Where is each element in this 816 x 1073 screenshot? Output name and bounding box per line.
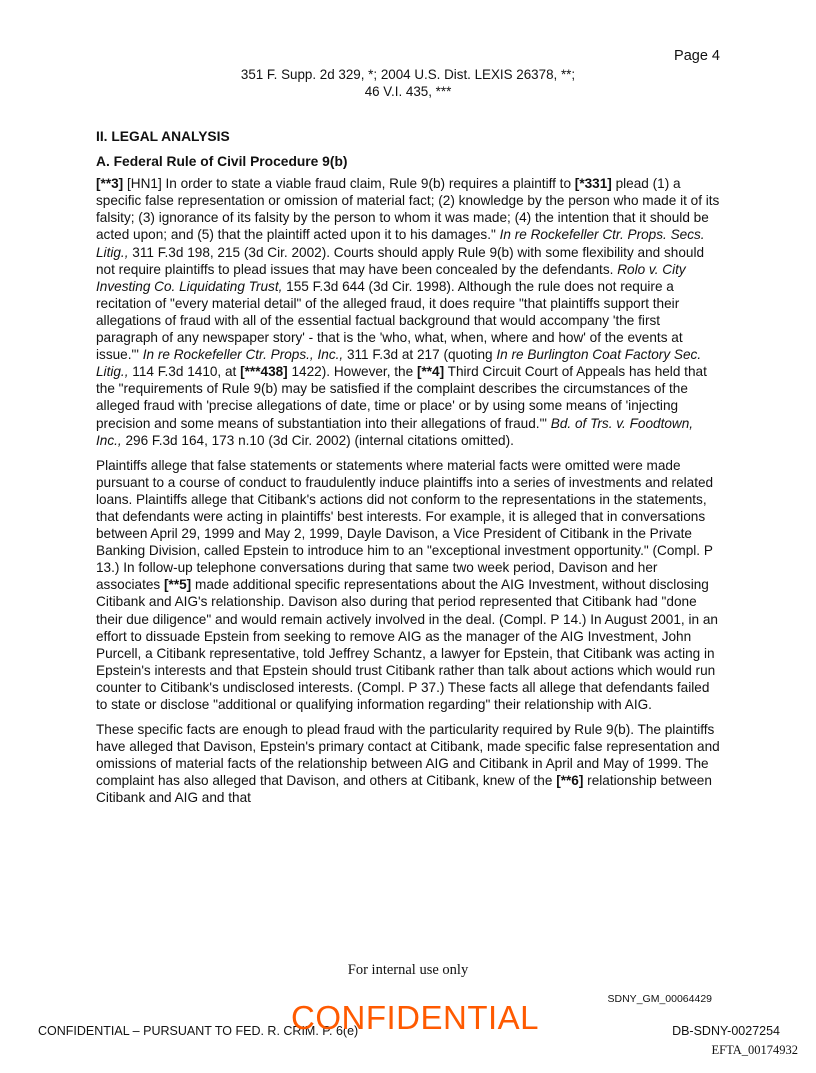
case-name: In re Burlington Coat Factory Sec. Litig., — [96, 347, 702, 380]
text-run: 155 F.3d 644 (3d Cir. 1998). Although the rule does not require a recitation of "every material detail" of the alleged fraud, it does require "that plaintiffs support their allegations of fraud with all of the essential factual background that would accompany 'the first paragraph of any newspaper story' - that is the 'who, what, when, where and how' of the events at issue."' — [96, 278, 683, 363]
star-page-marker: [**6] — [556, 773, 584, 789]
case-name: Rolo v. City Investing Co. Liquidating Trust, — [96, 261, 686, 294]
text-run: relationship between Citibank and AIG and that — [96, 773, 712, 806]
text-run: Plaintiffs allege that false statements or statements where material facts were omitted were made pursuant to a course of conduct to fraudulently induce plaintiffs into a series of investments and related loans. Plaintiffs allege that Citibank's actions did not conform to the representations in the statements, that defendants were acting in plaintiffs' best interests. For example, it is alleged that in conversations between April 29, 1999 and May 2, 1999, Dayle Davison, a Vice President of Citibank in the Private Banking Division, called Epstein to introduce him to an "exceptional investment opportunity." (Compl. P 13.) In follow-up telephone conversations during that same two week period, Davison and her associates — [96, 457, 714, 593]
text-run: These specific facts are enough to plead fraud with the particularity required by Rule 9(b). The plaintiffs have alleged that Davison, Epstein's primary contact at Citibank, made specific false representation and omissions of material facts of the relationship between AIG and Citibank in April and May of 1999. The complaint has also alleged that Davison, and others at Citibank, knew of the — [96, 722, 720, 789]
case-citation — [0, 66, 816, 100]
section-heading: II. LEGAL ANALYSIS — [96, 129, 230, 144]
star-page-marker: [*331] — [574, 176, 612, 192]
case-name: Bd. of Trs. v. Foodtown, Inc., — [96, 415, 694, 448]
paragraph-3 — [96, 721, 720, 806]
text-run: 1422). However, the — [287, 364, 417, 380]
case-name: In re Rockefeller Ctr. Props. Secs. Litig., — [96, 227, 705, 260]
text-run: 114 F.3d 1410, at — [128, 364, 241, 380]
page-number: Page 4 — [674, 48, 720, 64]
text-run: [HN1] In order to state a viable fraud claim, Rule 9(b) requires a plaintiff to — [123, 176, 575, 192]
star-page-marker: [***438] — [240, 364, 288, 380]
text-run: plead (1) a specific false representation or omission of material fact; (2) knowledge by the person who made it of its falsity; (3) ignorance of its falsity by the person to whom it was made; (4) the intention that it should be acted upon; and (5) that the plaintiff acted upon it to his damages." — [96, 176, 720, 243]
star-page-marker: [**5] — [164, 577, 192, 593]
document-body — [96, 128, 720, 815]
case-name: In re Rockefeller Ctr. Props., Inc., — [142, 347, 344, 363]
confidentiality-notice: CONFIDENTIAL – PURSUANT TO FED. R. CRIM. P. 6(e) — [38, 1024, 359, 1038]
text-run: 296 F.3d 164, 173 n.10 (3d Cir. 2002) (internal citations omitted). — [121, 432, 514, 448]
text-run: 311 F.3d at 217 (quoting — [343, 347, 497, 363]
efta-number: EFTA_00174932 — [711, 1043, 798, 1057]
sdny-bates-number: SDNY_GM_00064429 — [607, 993, 712, 1005]
paragraph-1 — [96, 175, 720, 449]
section-subheading: A. Federal Rule of Civil Procedure 9(b) — [96, 154, 348, 170]
paragraph-2 — [96, 457, 720, 713]
text-run: Third Circuit Court of Appeals has held that the "requirements of Rule 9(b) may be satisfied if the complaint describes the circumstances of the alleged fraud with 'precise allegations of date, time or place' or by using some means of 'injecting precision and some means of substantiation into their allegations of fraud."' — [96, 364, 707, 431]
star-page-marker: [**3] — [96, 176, 124, 192]
confidential-stamp: CONFIDENTIAL — [291, 999, 540, 1036]
citation-line-1: 351 F. Supp. 2d 329, *; 2004 U.S. Dist. LEXIS 26378, **; — [240, 67, 576, 82]
internal-use-note: For internal use only — [347, 962, 469, 978]
text-run: made additional specific representations about the AIG Investment, without disclosing Citibank and AIG's relationship. Davison also during that period represented that Citibank had "done their due diligence" and would remain actively involved in the deal. (Compl. P 14.) In August 2001, in an effort to dissuade Epstein from seeking to remove AIG as the manager of the AIG Investment, John Purcell, a Citibank representative, told Jeffrey Schantz, a lawyer for Epstein, that Citibank was acting in Epstein's interests and that Epstein should trust Citibank rather than talk about actions which would run counter to Citibank's undisclosed interests. (Compl. P 37.) These facts all allege that defendants failed to state or disclose "additional or qualifying information regarding" their relationship with AIG. — [96, 577, 718, 712]
db-sdny-bates-number: DB-SDNY-0027254 — [672, 1024, 780, 1038]
text-run: 311 F.3d 198, 215 (3d Cir. 2002). Courts should apply Rule 9(b) with some flexibility and should not require plaintiffs to plead issues that may have been concealed by the defendants. — [96, 244, 705, 277]
star-page-marker: [**4] — [416, 364, 445, 380]
citation-line-2: 46 V.I. 435, *** — [364, 84, 452, 99]
